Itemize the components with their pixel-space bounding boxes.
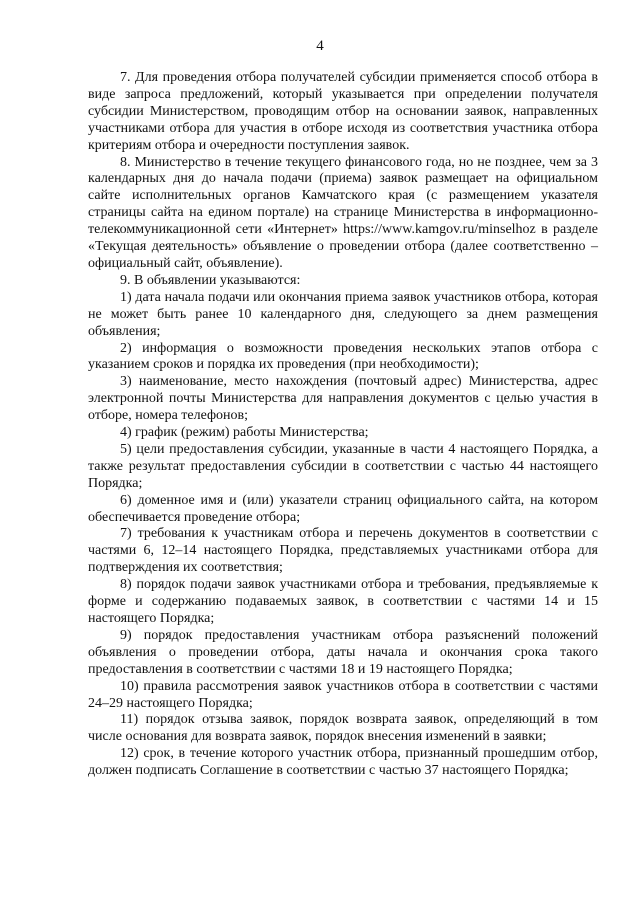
list-item-11: 11) порядок отзыва заявок, порядок возврата заявок, определяющий в том числе основания для возврата заявок, порядок внесения изменений в заявки; [88, 712, 598, 745]
list-item-8: 8) порядок подачи заявок участниками отбора и требования, предъявляемые к форме и содержанию подаваемых заявок, в соответствии с частями 14 и 15 настоящего Порядка; [88, 577, 598, 626]
list-item-1: 1) дата начала подачи или окончания приема заявок участников отбора, которая не может быть ранее 10 календарного дня, следующего за днем размещения объявления; [88, 289, 598, 339]
list-item-10: 10) правила рассмотрения заявок участников отбора в соответствии с частями 24–29 настоящего Порядка; [88, 678, 598, 711]
list-item-4: 4) график (режим) работы Министерства; [120, 425, 369, 441]
paragraph-8: 8. Министерство в течение текущего финансового года, но не позднее, чем за 3 календарных дня до начала подачи (приема) заявок размещает на официальном сайте исполнительных органов Камчатского края (с размещением указателя страницы сайта на едином портале) на странице Министерства в информационно-телекоммуникационной сети «Интернет» https://www.kamgov.ru/minselhoz в разделе «Текущая деятельность» объявление о проведении отбора (далее соответственно – официальный сайт, объявление). [88, 154, 598, 271]
list-item-9: 9) порядок предоставления участникам отбора разъяснений положений объявления о проведении отбора, даты начала и окончания срока такого предоставления в соответствии с частями 18 и 19 настоящего Порядка; [88, 627, 598, 677]
paragraph-7: 7. Для проведения отбора получателей субсидии применяется способ отбора в виде запроса предложений, который указывается при определении получателя субсидии Министерством, проводящим отбор на основании заявок, направленных участниками отбора для участия в отборе исходя из соответствия участника отбора критериям отбора и очередности поступления заявок. [88, 70, 598, 153]
list-item-2: 2) информация о возможности проведения нескольких этапов отбора с указанием сроков и порядка их проведения (при необходимости); [88, 340, 598, 373]
list-item-6: 6) доменное имя и (или) указатели страниц официального сайта, на котором обеспечивается проведение отбора; [88, 492, 598, 525]
list-item-5: 5) цели предоставления субсидии, указанные в части 4 настоящего Порядка, а также результат предоставления субсидии в соответствии с частью 44 настоящего Порядка; [88, 441, 598, 491]
page-number: 4 [316, 38, 324, 54]
document-body [88, 70, 598, 780]
list-item-3: 3) наименование, место нахождения (почтовый адрес) Министерства, адрес электронной почты Министерства для направления документов с целью участия в отборе, номера телефонов; [88, 374, 598, 424]
list-item-7: 7) требования к участникам отбора и перечень документов в соответствии с частями 6, 12–14 настоящего Порядка, представляемых участниками отбора для подтверждения их соответствия; [88, 526, 598, 576]
paragraph-9: 9. В объявлении указываются: [120, 272, 301, 288]
list-item-12: 12) срок, в течение которого участник отбора, признанный прошедшим отбор, должен подписать Соглашение в соответствии с частью 37 настоящего Порядка; [88, 746, 598, 779]
